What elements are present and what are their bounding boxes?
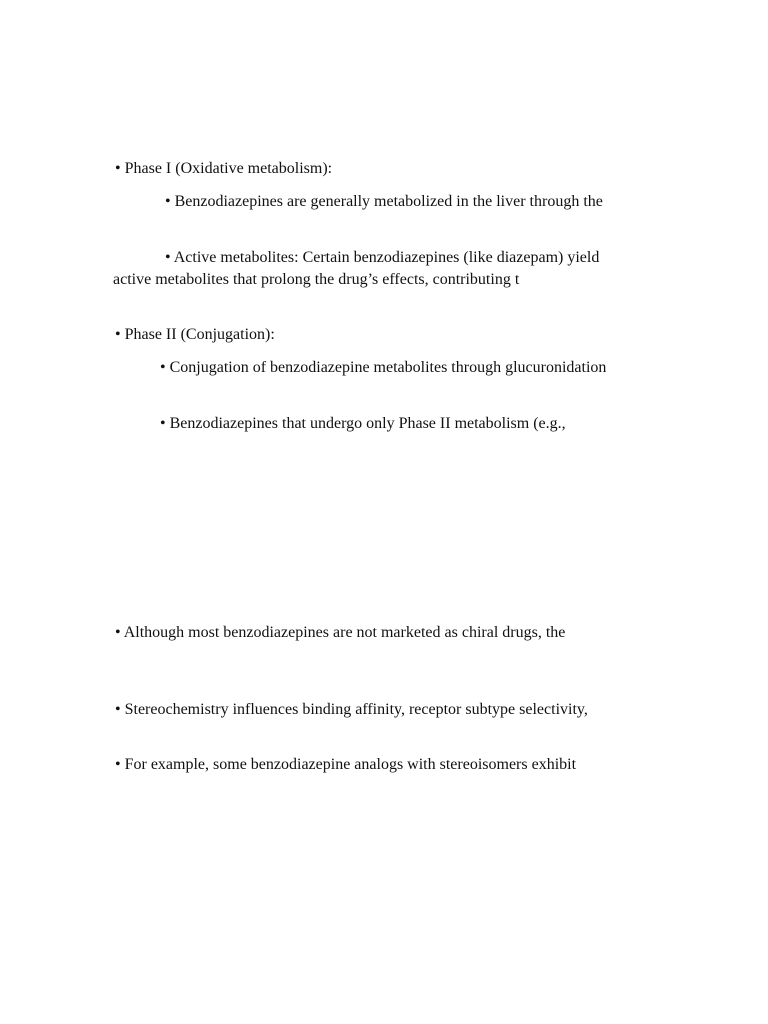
stereo-bullet-chiral: • Although most benzodiazepines are not marketed as chiral drugs, the bbox=[115, 624, 566, 641]
phase1-bullet-liver: • Benzodiazepines are generally metabolized in the liver through the bbox=[165, 193, 603, 210]
phase2-bullet-phase2-only: • Benzodiazepines that undergo only Phase II metabolism (e.g., bbox=[160, 415, 566, 432]
phase1-bullet-active-metabolites-continued: active metabolites that prolong the drug’s effects, contributing t bbox=[113, 271, 520, 288]
phase1-heading: • Phase I (Oxidative metabolism): bbox=[115, 160, 333, 177]
phase1-bullet-active-metabolites: • Active metabolites: Certain benzodiazepines (like diazepam) yield bbox=[165, 249, 600, 266]
stereo-bullet-binding-affinity: • Stereochemistry influences binding affinity, receptor subtype selectivity, bbox=[115, 701, 588, 718]
stereo-bullet-analogs: • For example, some benzodiazepine analogs with stereoisomers exhibit bbox=[115, 756, 577, 773]
phase2-heading: • Phase II (Conjugation): bbox=[115, 326, 275, 343]
phase2-bullet-glucuronidation: • Conjugation of benzodiazepine metabolites through glucuronidation bbox=[160, 359, 607, 376]
